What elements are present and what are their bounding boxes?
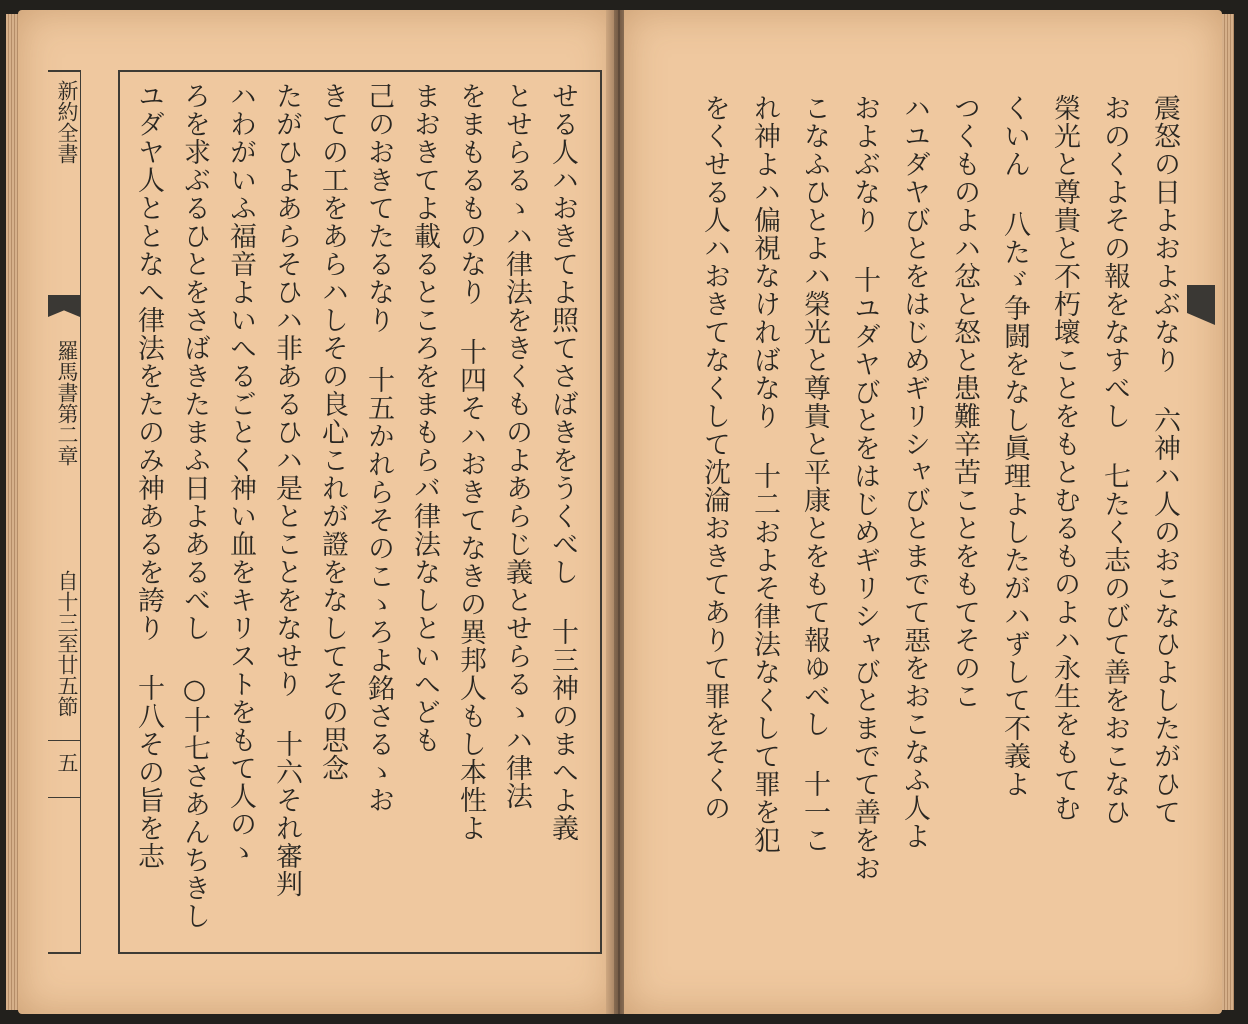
left-page: [18, 10, 614, 1014]
right-page: [624, 10, 1222, 1014]
verse-range: 自十三至廿五節: [55, 570, 79, 717]
text-column: れ神よハ偏視なければなり 十二およそ律法なくして罪を犯: [749, 94, 780, 854]
text-column: をまもるものなり 十四そハおきてなきの異邦人もし本性よ: [455, 82, 486, 842]
text-column: およぶなり 十ユダヤびとをはじめギリシャびとまでて善をお: [849, 94, 880, 882]
text-column: おのくよその報をなすべし 七たく志のびて善をおこなひ: [1099, 94, 1130, 826]
text-column: 榮光と尊貴と不朽壞ことをもとむるものよハ永生をもてむ: [1049, 94, 1080, 822]
text-column: ハわがいふ福音よいへるごとく神い血をキリストをもて人のゝ: [225, 82, 256, 866]
text-column: ユダヤ人ととなへ律法をたのみ神あるを誇り 十八その旨を志: [133, 82, 164, 870]
page-edges-right: [1222, 14, 1234, 1010]
text-column: とせらるゝハ律法をきくものよあらじ義とせらるゝハ律法: [501, 82, 532, 810]
book-title: 新約全書: [55, 80, 79, 164]
text-column: 己のおきてたるなり 十五かれらそのこゝろよ銘さるゝお: [363, 82, 394, 814]
text-column: ハユダヤびとをはじめギリシャびとまでて惡をおこなふ人よ: [899, 94, 930, 850]
text-column: くいん 八たゞ争闘をなし眞理よしたがハずして不義よ: [999, 94, 1030, 798]
text-column: つくものよハ忿と怒と患難辛苦ことをもてそのこ: [949, 94, 980, 710]
page-edges-left: [6, 14, 18, 1010]
text-column: せる人ハおきてよ照てさばきをうくべし 十三神のまへよ義: [547, 82, 578, 842]
text-column: こなふひとよハ榮光と尊貴と平康とをもて報ゆべし 十一こ: [799, 94, 830, 854]
text-column: きての工をあらハしその良心これが證をなしてその思念: [317, 82, 348, 782]
running-header-box: [48, 70, 81, 954]
text-column: たがひよあらそひハ非あるひハ是とことをなせり 十六それ審判: [271, 82, 302, 898]
text-column: ろを求ぶるひとをさばきたまふ日よあるべし ○十七さあんちきし: [179, 82, 210, 930]
chapter-title: 羅馬書第二章: [55, 340, 79, 466]
page-number: 五: [55, 752, 79, 773]
text-column: 震怒の日よおよぶなり 六神ハ人のおこなひよしたがひて: [1149, 94, 1180, 826]
text-column: をくせる人ハおきてなくして沈淪おきてありて罪をそくの: [699, 94, 730, 822]
text-column: まおきてよ載るところをまもらバ律法なしといへども: [409, 82, 440, 754]
